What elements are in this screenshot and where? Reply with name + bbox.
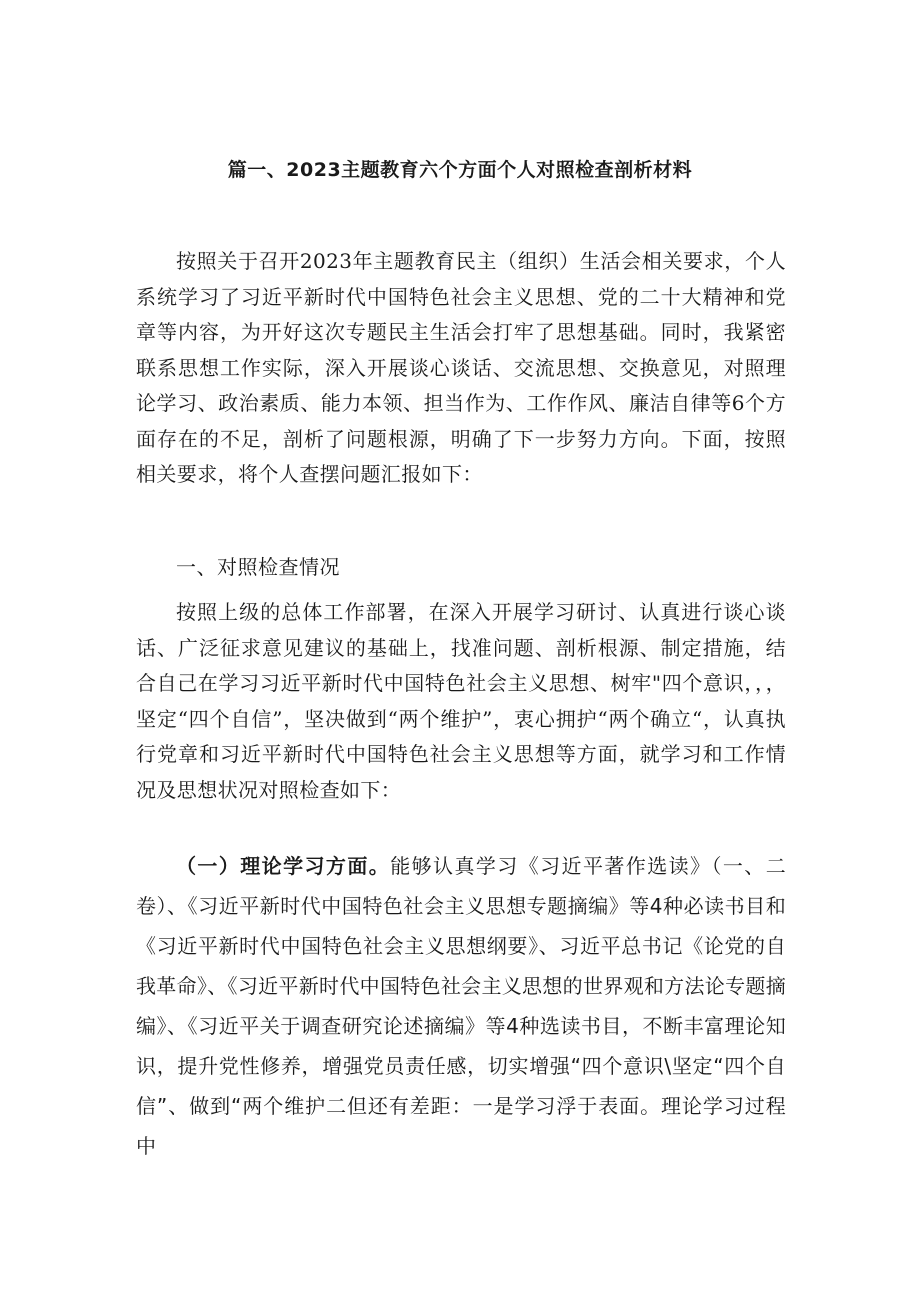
intro-paragraph: 按照关于召开2023年主题教育民主（组织）生活会相关要求，个人系统学习了习近平新时代中国特色社会主义思想、党的二十大精神和党章等内容，为开好这次专题民主生活会打牢了思想基础。同时，我紧密联系思想工作实际，深入开展谈心谈话、交流思想、交换意见，对照理论学习、政治素质、能力本领、担当作为、工作作风、廉洁自律等6个方面存在的不足，剖析了问题根源，明确了下一步努力方向。下面，按照相关要求，将个人查摆问题汇报如下： (136, 249, 786, 486)
section-heading-comparison-check: 一、对照检查情况 (176, 555, 340, 579)
theory-study-body: 能够认真学习《习近平著作选读》（一、二卷）、《习近平新时代中国特色社会主义思想专题摘编》等4种必读书目和《习近平新时代中国特色社会主义思想纲要》、习近平总书记《论党的自我革命》、《习近平新时代中国特色社会主义思想的世界观和方法论专题摘编》、《习近平关于调查研究论述摘编》等4种选读书目，不断丰富理论知识，提升党性修养，增强党员责任感，切实增强“四个意识\坚定“四个自信”、做到“两个维护二但还有差距：一是学习浮于表面。理论学习过程中 (136, 854, 787, 1158)
section-1-paragraph: 按照上级的总体工作部署，在深入开展学习研讨、认真进行谈心谈话、广泛征求意见建议的基础上，找准问题、剖析根源、制定措施，结合自己在学习习近平新时代中国特色社会主义思想、树牢"四个意识，，，坚定“四个自信”，坚决做到“两个维护”，衷心拥护“两个确立“，认真执行党章和习近平新时代中国特色社会主义思想等方面，就学习和工作情况及思想状况对照检查如下： (136, 600, 786, 802)
theory-study-paragraph (136, 846, 786, 1166)
document-title: 篇一、2023主题教育六个方面个人对照检查剖析材料 (227, 159, 693, 181)
theory-study-lead: （一）理论学习方面。 (176, 854, 391, 878)
